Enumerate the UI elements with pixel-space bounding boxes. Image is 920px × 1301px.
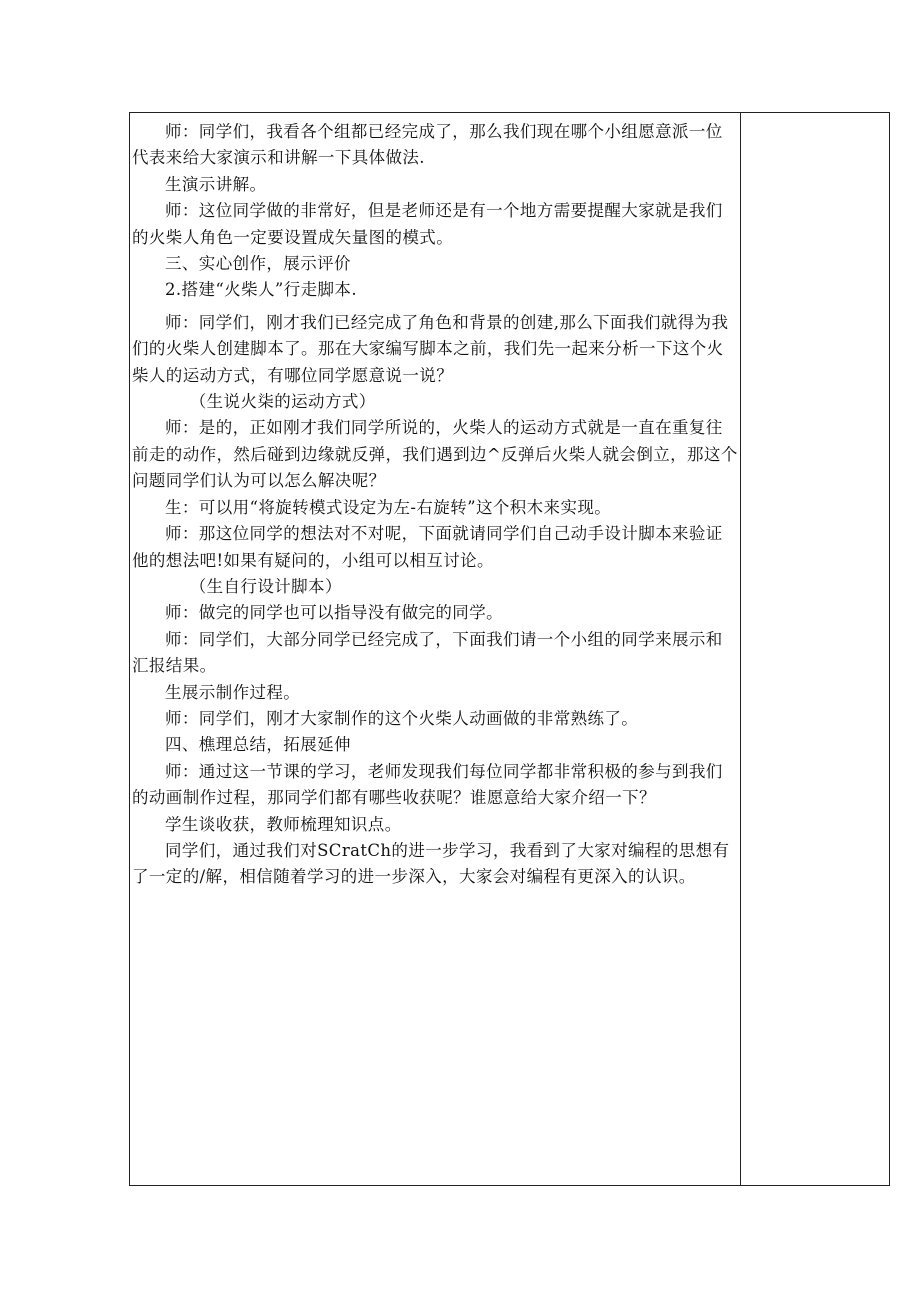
paragraph-9: 生：可以用“将旋转模式设定为左-右旋转”这个积木来实现。 — [165, 497, 612, 517]
paragraph-3: 师：这位同学做的非常好，但是老师还是有一个地方需要提醒大家就是我们的火柴人角色一定要设置成矢量图的模式。 — [132, 201, 723, 247]
paragraph-11: （生自行设计脚本） — [189, 576, 342, 596]
paragraph-15: 师：同学们，刚才大家制作的这个火柴人动画做的非常熟练了。 — [165, 708, 639, 728]
paragraph-14: 生展示制作过程。 — [165, 682, 301, 702]
paragraph-2: 生演示讲解。 — [165, 174, 267, 194]
subsection-heading-2: 2.搭建“火柴人”行走脚本. — [165, 280, 357, 300]
paragraph-1: 师：同学们，我看各个组都已经完成了，那么我们现在哪个小组愿意派一位代表来给大家演示和讲解一下具体做法. — [132, 122, 723, 168]
paragraph-10: 师：那这位同学的想法对不对呢，下面就请同学们自己动手设计脚本来验证他的想法吧!如果有疑问的，小组可以相互讨论。 — [132, 524, 723, 570]
paragraph-19: 同学们，通过我们对SCratCh的进一步学习，我看到了大家对编程的思想有了一定的/解，相信随着学习的进一步深入，大家会对编程有更深入的认识。 — [132, 840, 730, 887]
section-heading-3: 三、实心创作，展示评价 — [165, 254, 351, 274]
paragraph-18: 学生谈收获，教师梳理知识点。 — [165, 814, 402, 834]
paragraph-7: （生说火柒的运动方式） — [189, 392, 376, 412]
lesson-table — [129, 112, 890, 1186]
paragraph-12: 师：做完的同学也可以指导没有做完的同学。 — [165, 603, 503, 623]
paragraph-13: 师：同学们，大部分同学已经完成了，下面我们请一个小组的同学来展示和汇报结果。 — [132, 629, 723, 676]
remarks-cell — [741, 113, 889, 1185]
paragraph-17: 师：通过这一节课的学习，老师发现我们每位同学都非常积极的参与到我们的动画制作过程，那同学们都有哪些收获呢？谁愿意给大家介绍一下？ — [132, 761, 723, 808]
paragraph-8: 师：是的，正如刚才我们同学所说的，火柴人的运动方式就是一直在重复往前走的动作，然后碰到边缘就反弹，我们遇到边^反弹后火柴人就会倒立，那这个问题同学们认为可以怎么解决呢？ — [132, 418, 738, 491]
lesson-content-cell — [132, 119, 738, 891]
section-heading-4: 四、樵理总结，拓展延伸 — [165, 735, 351, 755]
paragraph-6: 师：同学们，刚才我们已经完成了角色和背景的创建,那么下面我们就得为我们的火柴人创建脚本了。那在大家编写脚本之前，我们先一起来分析一下这个火柴人的运动方式，有哪位同学愿意说一说？ — [132, 312, 729, 385]
